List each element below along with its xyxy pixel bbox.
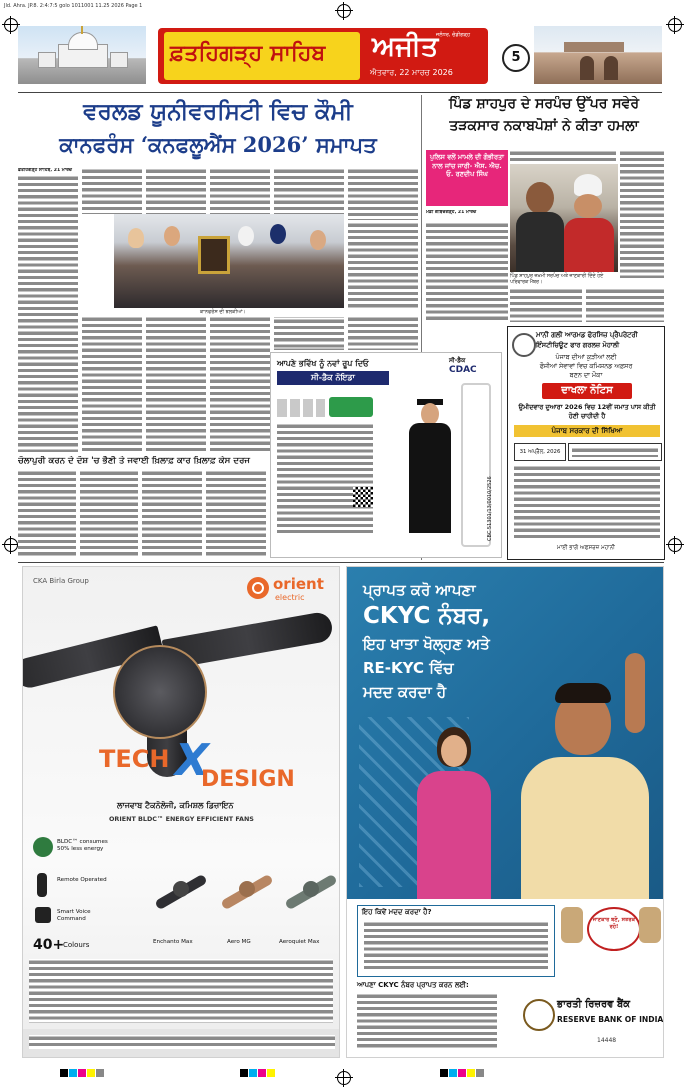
lead-lower-column-6 bbox=[274, 318, 344, 348]
rbi-headline-2: CKYC ਨੰਬਰ, bbox=[363, 603, 491, 629]
lead-column-1 bbox=[18, 168, 78, 453]
lead-lower-column-5 bbox=[348, 316, 418, 350]
lead-dateline: ਫ਼ਤਹਿਗੜ੍ਹ ਸਾਹਿਬ, 21 ਮਾਰਚ bbox=[18, 168, 73, 173]
lead-column-3 bbox=[146, 168, 206, 214]
second-column-3 bbox=[142, 470, 202, 558]
institute-line5: ਬਣਨ ਦਾ ਮੌਕਾ bbox=[569, 371, 603, 379]
lead-photo-caption: ਕਾਨਫਰੰਸ ਦੀ ਝਲਕੀਆਂ। bbox=[200, 309, 246, 315]
registration-mark-mid-right bbox=[668, 538, 682, 552]
second-column-1 bbox=[18, 470, 76, 558]
orient-colours-label: Colours bbox=[63, 941, 90, 949]
heritage-building-illustration-icon bbox=[534, 26, 662, 84]
registration-mark-top-right bbox=[668, 18, 682, 32]
cdac-headline: ਆਪਣੇ ਭਵਿੱਖ ਨੂੰ ਨਵਾਂ ਰੂਪ ਦਿਓ bbox=[277, 359, 369, 368]
rbi-headline-3: ਇਹ ਖਾਤਾ ਖੋਲ੍ਹਣ ਅਤੇ bbox=[363, 635, 490, 653]
institute-line3: ਪੰਜਾਬ ਦੀਆਂ ਕੁੜੀਆਂ ਲਈ bbox=[555, 353, 617, 361]
institute-line4: ਫੌਜੀਆਂ ਸੇਵਾਵਾਂ ਵਿਚ ਕਮਿਸ਼ਨਡ ਅਫ਼ਸਰ bbox=[539, 362, 633, 370]
registration-mark-top-left bbox=[4, 18, 18, 32]
side-headline-line2: ਤੜਕਸਾਰ ਨਕਾਬਪੋਸ਼ਾਂ ਨੇ ਕੀਤਾ ਹਮਲਾ bbox=[449, 118, 639, 134]
institute-name-2: ਇੰਸਟੀਚਿਊਟ ਫਾਰ ਗਰਲਜ਼ ਮੋਹਾਲੀ bbox=[536, 341, 620, 349]
institute-name-1: ਮਾਨੀ ਗਲੀ ਆਰਮਡ ਫੋਰਸਿਜ਼ ਪ੍ਰੈਪਰੇਟਰੀ bbox=[536, 331, 638, 339]
side-pullquote bbox=[426, 150, 508, 206]
orient-group-label: CKA Birla Group bbox=[33, 577, 89, 585]
orient-logo-icon bbox=[247, 577, 269, 599]
orient-brand-sub: electric bbox=[275, 593, 305, 602]
rbi-stamp-text: ਜਾਣਕਾਰ ਬਣੋ, ਸਤਰਕ ਰਹੋ! bbox=[592, 917, 636, 930]
orient-fan-ad bbox=[22, 566, 340, 1058]
orient-tagline-tech: TECH bbox=[99, 745, 170, 773]
cdac-course-banner bbox=[277, 371, 389, 385]
admission-date-box bbox=[514, 443, 566, 461]
cdac-ad bbox=[270, 352, 502, 558]
rbi-mascot-icon bbox=[561, 907, 583, 943]
registration-mark-top-center bbox=[337, 4, 351, 18]
lead-column-5 bbox=[274, 168, 344, 214]
admission-footer: ਮਾਈ ਭਾਗੋ ਅਫਸਰਜ਼ ਮਹਾਨੀ bbox=[557, 545, 615, 551]
cdac-brand: ਸੀ-ਡੈਕ bbox=[449, 357, 466, 364]
rbi-bank-punjabi: ਭਾਰਤੀ ਰਿਜ਼ਰਵ ਬੈਂਕ bbox=[557, 999, 631, 1010]
cdac-logos-row bbox=[277, 399, 325, 417]
admission-info-box bbox=[568, 443, 662, 461]
lead-column-6b bbox=[348, 222, 418, 308]
page-slug: Jld. Ahra. JP.8. 2:4:7:5 golo 1011001 11.25 2026 Page 1 bbox=[4, 3, 143, 9]
admission-notice-ad bbox=[507, 326, 665, 560]
rbi-headline-4: RE-KYC ਵਿੱਚ bbox=[363, 659, 454, 677]
orient-fine-print bbox=[29, 959, 333, 1023]
lead-column-4 bbox=[210, 168, 270, 214]
rbi-how-title: ਇਹ ਕਿਵੇਂ ਮਦਦ ਕਰਦਾ ਹੈ? bbox=[362, 908, 432, 916]
cdac-qr-icon bbox=[353, 487, 373, 507]
orient-tagline-design: DESIGN bbox=[201, 767, 295, 792]
fan-model-3-name: Aeroquiet Max bbox=[279, 939, 320, 945]
fan-model-3-icon bbox=[283, 857, 339, 915]
lead-column-2 bbox=[82, 168, 142, 214]
graduate-illustration-icon bbox=[395, 391, 465, 541]
rbi-headline-1: ਪ੍ਰਾਪਤ ਕਰੋ ਆਪਣਾ bbox=[363, 581, 476, 599]
cdac-side-code: CBC 51301/13/0010/2526 bbox=[487, 476, 493, 541]
side-column-1b bbox=[426, 222, 508, 322]
gurudwara-illustration-icon bbox=[18, 26, 146, 84]
lead-lower-column-3 bbox=[210, 316, 270, 453]
side-headline-line1: ਪਿੰਡ ਸ਼ਾਹਪੁਰ ਦੇ ਸਰਪੰਚ ਉੱਪਰ ਸਵੇਰੇ bbox=[448, 96, 640, 112]
registration-mark-mid-left bbox=[4, 538, 18, 552]
masthead-date: ਐਤਵਾਰ, 22 ਮਾਰਚ 2026 bbox=[370, 68, 453, 77]
orient-feature-2: Remote Operated bbox=[57, 877, 107, 883]
second-story-headline: ਚੋਲਾਪੁਰੀ ਕਰਨ ਦੇ ਦੋਸ਼ 'ਚ ਭੈਣੀ ਤੇ ਜਵਾਈ ਖ਼ਿਲਾਫ਼ ਕਾਰ ਖ਼ਿਲਾਫ਼ ਕੇਸ ਦਰਜ bbox=[18, 456, 251, 466]
second-column-2 bbox=[80, 470, 138, 558]
rbi-headline-5: ਮਦਦ ਕਰਦਾ ਹੈ bbox=[363, 683, 447, 701]
colour-bar-right bbox=[440, 1062, 485, 1081]
rbi-contact-lines bbox=[357, 993, 497, 1049]
second-column-4 bbox=[206, 470, 266, 558]
orient-sub-punjabi: ਲਾਜਵਾਬ ਟੈਕਨੋਲੋਜੀ, ਕਮਿਸ਼ਲ ਡਿਜ਼ਾਇਨ bbox=[117, 801, 234, 810]
admission-banner bbox=[542, 383, 632, 399]
side-column-right bbox=[620, 150, 664, 278]
orient-feature-3: Smart Voice Command bbox=[57, 909, 91, 922]
colour-bar-center bbox=[240, 1062, 276, 1081]
page-number-badge: 5 bbox=[502, 44, 530, 72]
govt-strip bbox=[514, 425, 660, 437]
govt-strip-text: ਪੰਜਾਬ ਸਰਕਾਰ ਦੀ ਸਿੱਖਿਆ bbox=[551, 427, 623, 435]
remote-icon bbox=[37, 873, 47, 897]
fan-model-1-icon bbox=[153, 857, 209, 915]
admission-banner-text: ਦਾਖਲਾ ਨੋਟਿਸ bbox=[561, 385, 613, 396]
fan-model-2-icon bbox=[219, 857, 275, 915]
rbi-helpline: 14448 bbox=[597, 1037, 617, 1044]
colour-bar-left bbox=[60, 1062, 105, 1081]
cdac-course-text: ਸੀ-ਡੈਕ ਨੋਇਡਾ bbox=[311, 373, 355, 382]
rbi-note: ਆਪਣਾ CKYC ਨੰਬਰ ਪ੍ਰਾਪਤ ਕਰਨ ਲਈ: bbox=[357, 981, 469, 989]
woman-figure-icon bbox=[409, 727, 499, 899]
lead-lower-column-2 bbox=[146, 316, 206, 453]
orient-sub-english: ORIENT BLDC™ ENERGY EFFICIENT FANS bbox=[109, 815, 254, 823]
registration-mark-bottom-center bbox=[337, 1071, 351, 1085]
fan-model-1-name: Enchanto Max bbox=[153, 939, 193, 945]
rbi-emblem-icon bbox=[523, 999, 555, 1031]
orient-tagline-x: X bbox=[175, 735, 209, 786]
orient-footer-strip bbox=[23, 1029, 340, 1057]
lead-headline-line2: ਕਾਨਫਰੰਸ ‘ਕਨਫਲੂਐਂਸ 2026’ ਸਮਾਪਤ bbox=[59, 132, 377, 157]
fan-model-2-name: Aero MG bbox=[227, 939, 251, 945]
rbi-bank-english: RESERVE BANK OF INDIA bbox=[557, 1015, 664, 1024]
side-lower-column-2 bbox=[586, 288, 664, 322]
masthead-rule bbox=[18, 92, 662, 93]
lead-photo bbox=[114, 214, 344, 308]
side-photo-caption: ਪਿੰਡ ਸ਼ਾਹਪੁਰ ਜ਼ਖ਼ਮੀ ਸਰਪੰਚ ਅਤੇ ਜਾਣਕਾਰੀ ਦਿੰਦੇ ਹੋਏ ਪਰਿਵਾਰਕ ਮੈਂਬਰ। bbox=[510, 274, 604, 285]
masthead bbox=[18, 22, 662, 90]
rbi-stamp bbox=[587, 907, 641, 951]
rbi-ckyc-ad bbox=[346, 566, 664, 1058]
voice-command-icon bbox=[35, 907, 51, 923]
lead-headline-line1: ਵਰਲਡ ਯੂਨੀਵਰਸਿਟੀ ਵਿਚ ਕੌਮੀ bbox=[83, 98, 353, 125]
ads-top-rule bbox=[18, 562, 664, 563]
admission-date-text: 31 ਅਪ੍ਰੈਲ, 2026 bbox=[519, 449, 561, 455]
side-column-top bbox=[510, 150, 616, 162]
man-figure-icon bbox=[509, 653, 659, 899]
side-lower-column-1 bbox=[510, 288, 582, 322]
cdac-badge bbox=[329, 397, 373, 417]
energy-badge-icon bbox=[33, 837, 53, 857]
lead-lower-column-1 bbox=[82, 316, 142, 453]
rbi-bank-box bbox=[523, 995, 664, 1033]
masthead-paper-name: ਅਜੀਤ bbox=[372, 31, 439, 62]
lead-column-6 bbox=[348, 168, 418, 220]
orient-feature-1: BLDC™ consumes 50% less energy bbox=[57, 839, 108, 852]
side-photo bbox=[510, 164, 618, 272]
admission-eligibility: ਉਮੀਦਵਾਰ ਦੁਆਰਾ 2026 ਵਿਚ 12ਵੀਂ ਜਮਾਤ ਪਾਸ ਕੀਤੀ ਹੋਣੀ ਚਾਹੀਦੀ ਹੈ bbox=[518, 403, 656, 420]
rbi-how-box bbox=[357, 905, 555, 977]
side-dateline: ਮੰਡੀ ਗੋਬਿੰਦਗੜ੍ਹ, 21 ਮਾਰਚ bbox=[426, 210, 477, 215]
admission-details bbox=[514, 465, 660, 541]
orient-colours-count: 40+ bbox=[33, 937, 65, 953]
rbi-mascot-2-icon bbox=[639, 907, 661, 943]
orient-brand: orient bbox=[273, 575, 324, 593]
cdac-details bbox=[277, 423, 373, 533]
cdac-logo: CDAC bbox=[449, 365, 477, 375]
side-pullquote-text: ਪੁਲਿਸ ਵਲੋਂ ਮਾਮਲੇ ਦੀ ਗੰਭੀਰਤਾ ਨਾਲ ਜਾਂਚ ਜਾਰੀ- ਐਸ. ਐਚ. ਓ. ਰਣਦੀਪ ਸਿੰਘ bbox=[429, 153, 505, 178]
masthead-banner bbox=[158, 28, 488, 84]
masthead-edition-note: ਜਲੰਧਰ, ਚੰਡੀਗੜ੍ਹ bbox=[436, 32, 471, 38]
masthead-section-title: ਫ਼ਤਹਿਗੜ੍ਹ ਸਾਹਿਬ bbox=[170, 40, 326, 66]
